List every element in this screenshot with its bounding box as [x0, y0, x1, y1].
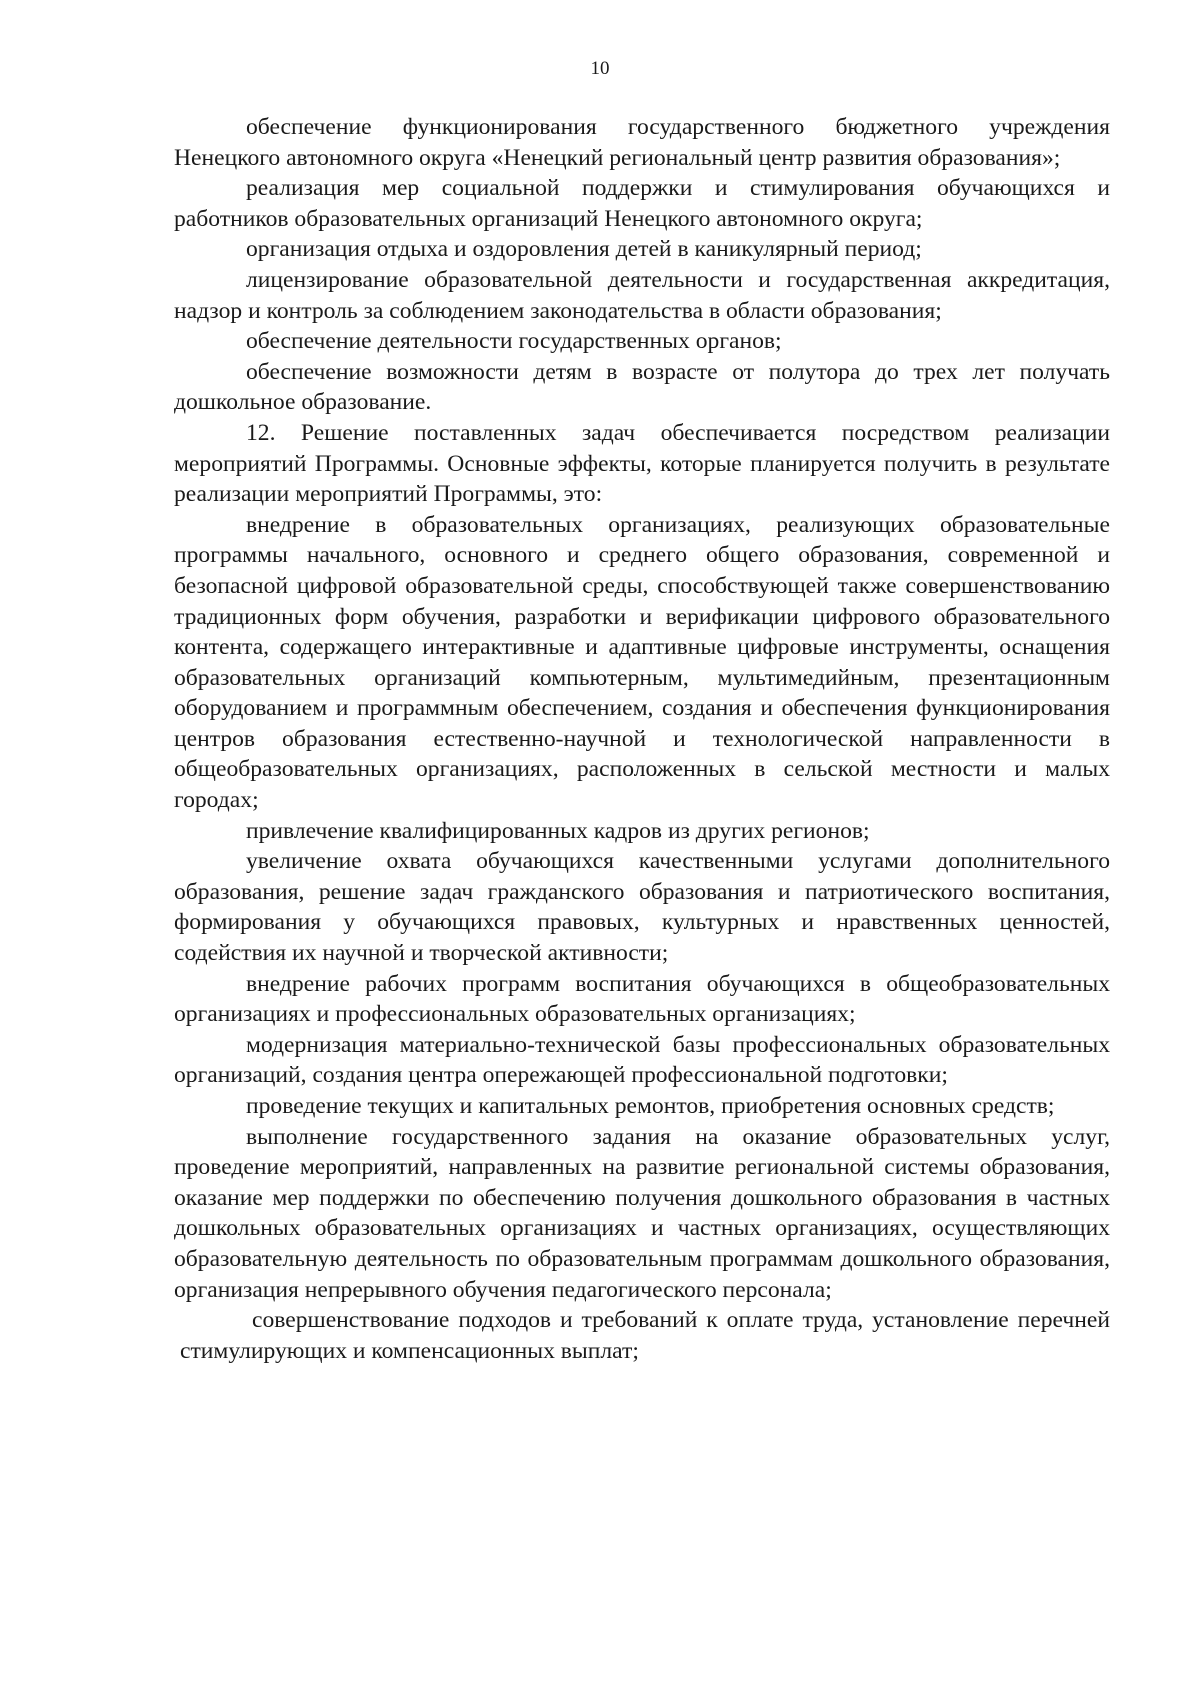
- paragraph: совершенствование подходов и требований к оплате труда, установление перечней стимулирующих и компенсационных выплат;: [180, 1307, 1110, 1364]
- paragraph: выполнение государственного задания на оказание образовательных услуг, проведение мероприятий, направленных на развитие региональной системы образования, оказание мер поддержки по обеспечению получения дошкольного образования в частных дошкольных образовательных организациях и частных организациях, осуществляющих образовательную деятельность по образовательным программам дошкольного образования, организация непрерывного обучения педагогического персонала;: [174, 1123, 1110, 1303]
- paragraph: внедрение рабочих программ воспитания обучающихся в общеобразовательных организациях и профессиональных образовательных организациях;: [174, 970, 1110, 1028]
- paragraph: 12. Решение поставленных задач обеспечивается посредством реализации мероприятий Программы. Основные эффекты, которые планируется получить в результате реализации мероприятий Программы, это:: [174, 419, 1110, 508]
- paragraph: привлечение квалифицированных кадров из других регионов;: [246, 817, 870, 844]
- paragraph: обеспечение функционирования государственного бюджетного учреждения Ненецкого автономного округа «Ненецкий региональный центр развития образования»;: [174, 114, 1110, 171]
- paragraph: обеспечение деятельности государственных органов;: [246, 328, 782, 355]
- document-body: [174, 112, 1110, 1366]
- paragraph: модернизация материально-технической базы профессиональных образовательных организаций, создания центра опережающей профессиональной подготовки;: [174, 1031, 1110, 1089]
- paragraph: проведение текущих и капитальных ремонтов, приобретения основных средств;: [246, 1093, 1055, 1119]
- paragraph: лицензирование образовательной деятельности и государственная аккредитация, надзор и контроль за соблюдением законодательства в области образования;: [174, 266, 1110, 324]
- paragraph: обеспечение возможности детям в возрасте от полутора до трех лет получать дошкольное образование.: [174, 358, 1110, 416]
- paragraph: увеличение охвата обучающихся качественными услугами дополнительного образования, решение задач гражданского образования и патриотического воспитания, формирования у обучающихся правовых, культурных и нравственных ценностей, содействия их научной и творческой активности;: [174, 848, 1110, 967]
- paragraph: организация отдыха и оздоровления детей в каникулярный период;: [246, 236, 922, 263]
- paragraph: внедрение в образовательных организациях, реализующих образовательные программы начального, основного и среднего общего образования, современной и безопасной цифровой образовательной среды, способствующей также совершенствованию традиционных форм обучения, разработки и верификации цифрового образовательного контента, содержащего интерактивные и адаптивные цифровые инструменты, оснащения образовательных организаций компьютерным, мультимедийным, презентационным оборудованием и программным обеспечением, создания и обеспечения функционирования центров образования естественно-научной и технологической направленности в общеобразовательных организациях, расположенных в сельской местности и малых городах;: [174, 511, 1110, 814]
- page-number: 10: [590, 58, 610, 79]
- paragraph: реализация мер социальной поддержки и стимулирования обучающихся и работников образовательных организаций Ненецкого автономного округа;: [174, 175, 1110, 232]
